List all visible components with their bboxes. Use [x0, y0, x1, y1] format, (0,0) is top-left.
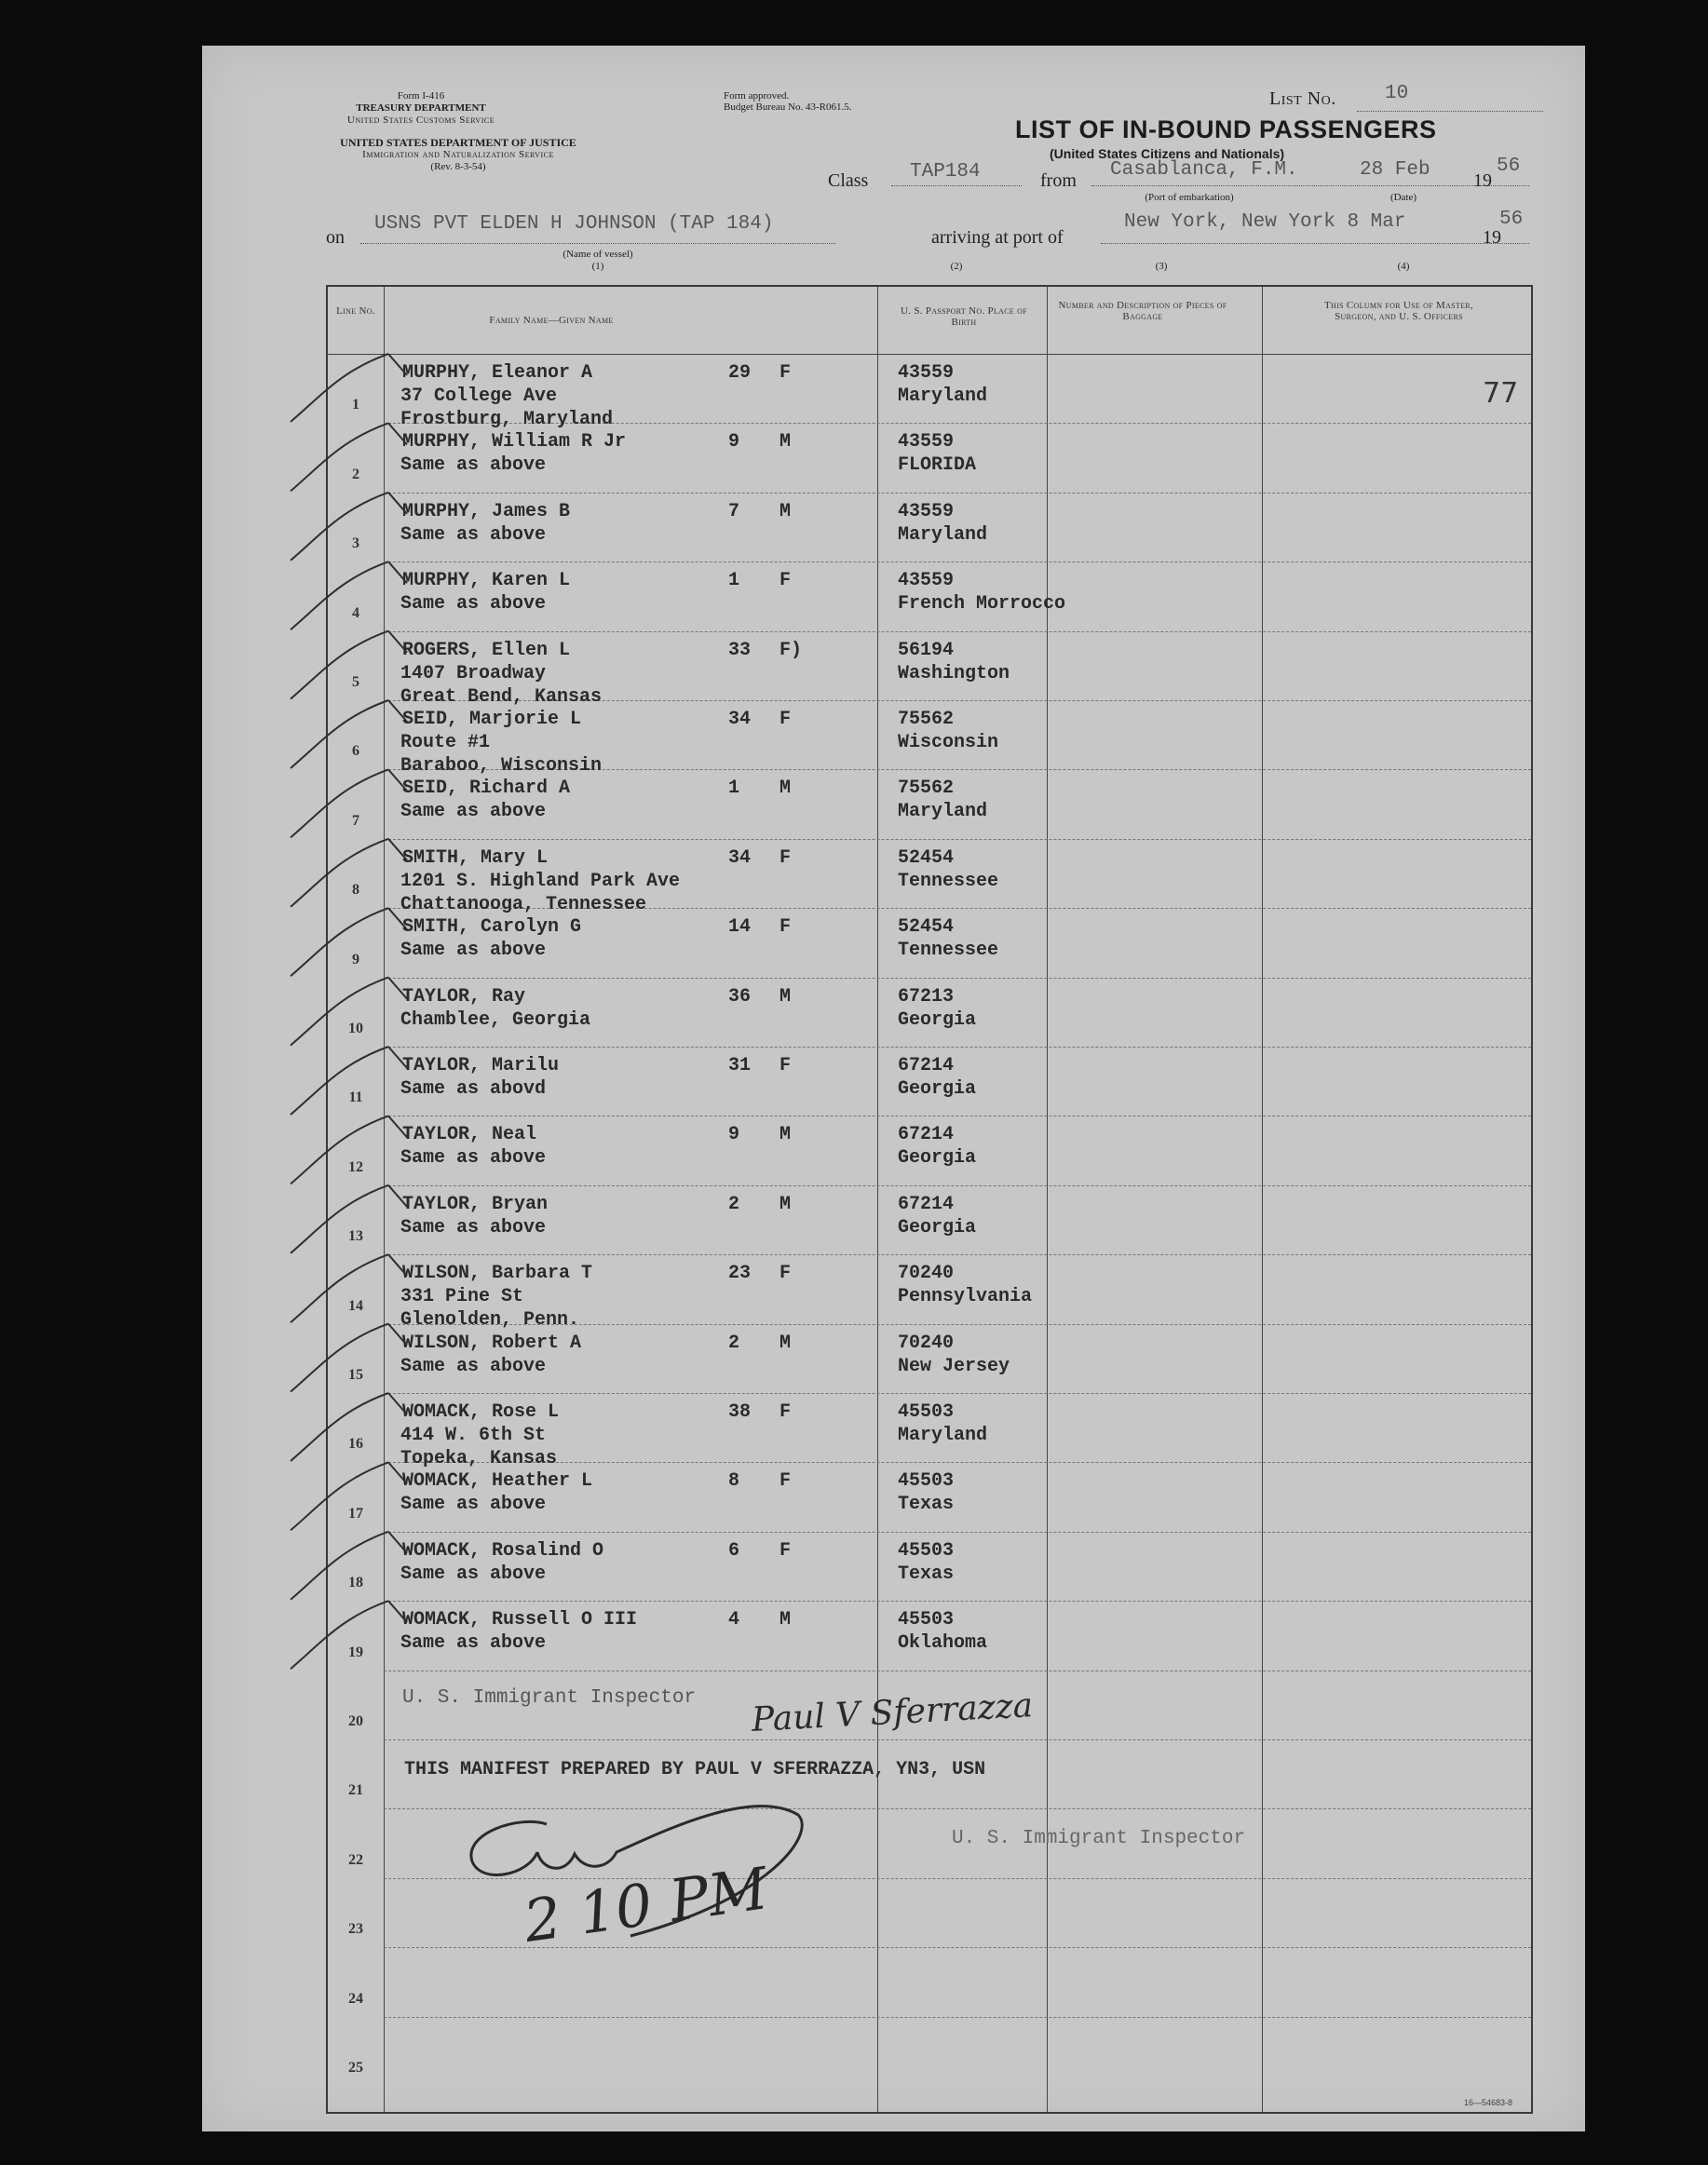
passenger-address-1: Same as above — [400, 593, 547, 616]
passenger-sex: M — [779, 985, 792, 1008]
passenger-age: 1 — [728, 778, 740, 800]
passenger-address-1: Same as above — [400, 454, 547, 477]
passenger-age: 38 — [728, 1401, 752, 1423]
check-mark — [291, 1116, 407, 1184]
class-label: Class — [828, 170, 869, 191]
passenger-age: 2 — [728, 1193, 740, 1215]
passenger-sex: M — [779, 1332, 792, 1354]
passenger-name: MURPHY, Eleanor A — [402, 362, 593, 384]
place-of-birth: Tennessee — [898, 870, 999, 892]
passport-number: 56194 — [898, 639, 955, 661]
place-of-birth: Georgia — [898, 1008, 977, 1031]
ins-label: Immigration and Naturalization Service — [362, 149, 554, 160]
vessel-caption: (Name of vessel) — [563, 249, 633, 260]
col-header-passport: U. S. Passport No. Place of Birth — [901, 305, 1027, 328]
passenger-age: 1 — [728, 570, 740, 592]
passenger-sex: F — [779, 1055, 792, 1076]
line-number: 24 — [348, 1990, 363, 2007]
treasury-label: TREASURY DEPARTMENT — [356, 102, 486, 114]
passport-number: 67213 — [898, 985, 955, 1008]
passenger-address-2: Great Bend, Kansas — [400, 685, 603, 708]
passenger-sex: F — [779, 1401, 792, 1423]
col3-caption: (3) — [1155, 261, 1168, 272]
form-number: Form I-416 — [397, 90, 445, 101]
passport-number: 67214 — [898, 1193, 955, 1215]
check-mark — [291, 1254, 407, 1322]
place-of-birth: FLORIDA — [898, 454, 977, 477]
inspector-signature: Paul V Sferrazza — [751, 1686, 1035, 1739]
passenger-name: TAYLOR, Neal — [402, 1124, 537, 1146]
passenger-name: SMITH, Mary L — [402, 846, 549, 869]
year-prefix: 19 — [1473, 170, 1492, 191]
class-value: TAP184 — [910, 161, 981, 183]
passenger-age: 29 — [728, 362, 752, 384]
passenger-name: SEID, Marjorie L — [402, 709, 582, 730]
check-mark — [291, 1532, 407, 1600]
prepared-by: THIS MANIFEST PREPARED BY PAUL V SFERRAZZA, YN3, USN — [404, 1759, 986, 1780]
line-number: 7 — [352, 812, 359, 829]
check-mark — [291, 978, 407, 1046]
passenger-address-1: 1201 S. Highland Park Ave — [400, 870, 681, 892]
passport-number: 43559 — [898, 431, 955, 453]
col-header-baggage: Number and Description of Pieces of Baggage — [1058, 300, 1227, 322]
col1-caption: (1) — [591, 261, 604, 272]
passport-number: 70240 — [898, 1263, 955, 1285]
passenger-address-1: Same as above — [400, 1632, 547, 1655]
passenger-age: 9 — [728, 431, 740, 453]
place-of-birth: Georgia — [898, 1147, 977, 1170]
form-approved: Form approved. — [724, 90, 790, 101]
line-number: 22 — [348, 1851, 363, 1868]
line-number: 21 — [348, 1782, 363, 1799]
passenger-age: 31 — [728, 1055, 752, 1076]
place-of-birth: Maryland — [898, 1425, 988, 1446]
passport-number: 43559 — [898, 500, 955, 522]
line-number: 25 — [348, 2060, 363, 2076]
passenger-age: 23 — [728, 1263, 752, 1285]
passport-number: 67214 — [898, 1124, 955, 1146]
check-mark — [291, 839, 407, 907]
place-of-birth: New Jersey — [898, 1355, 1010, 1377]
line-number: 6 — [352, 743, 359, 760]
passport-number: 67214 — [898, 1055, 955, 1076]
passenger-name: WOMACK, Russell O III — [402, 1609, 638, 1631]
line-number: 18 — [348, 1575, 363, 1591]
line-number: 8 — [352, 882, 359, 899]
justice-label: UNITED STATES DEPARTMENT OF JUSTICE — [340, 136, 576, 149]
passenger-name: TAYLOR, Marilu — [402, 1055, 560, 1076]
inspector-label-2: U. S. Immigrant Inspector — [952, 1828, 1246, 1849]
passenger-name: WOMACK, Rose L — [402, 1401, 560, 1423]
passport-number: 45503 — [898, 1401, 955, 1423]
official-mark: 77 — [1483, 377, 1519, 410]
line-number: 20 — [348, 1713, 363, 1729]
line-number: 1 — [352, 397, 359, 413]
budget-bureau: Budget Bureau No. 43-R061.5. — [724, 101, 852, 113]
from-value: Casablanca, F.M. — [1110, 159, 1298, 181]
col-header-name: Family Name—Given Name — [489, 315, 614, 326]
list-no-value: 10 — [1385, 83, 1409, 104]
arrival-year-prefix: 19 — [1483, 227, 1501, 248]
passenger-name: TAYLOR, Ray — [402, 985, 526, 1008]
place-of-birth: Texas — [898, 1563, 955, 1585]
place-of-birth: Washington — [898, 662, 1010, 684]
passenger-age: 36 — [728, 985, 752, 1008]
line-number: 10 — [348, 1021, 363, 1036]
date-caption: (Date) — [1389, 192, 1417, 203]
check-mark — [291, 354, 407, 422]
passenger-age: 9 — [728, 1124, 740, 1146]
check-mark — [291, 1462, 407, 1530]
passenger-address-1: Same as above — [400, 940, 547, 962]
place-of-birth: Maryland — [898, 386, 988, 407]
col-header-line-no: Line No. — [336, 305, 375, 317]
passport-number: 75562 — [898, 778, 955, 800]
passenger-sex: F) — [779, 639, 803, 661]
line-number: 9 — [352, 951, 359, 967]
check-mark — [291, 493, 407, 561]
year-value: 56 — [1497, 156, 1521, 177]
passenger-name: SEID, Richard A — [402, 778, 571, 800]
print-code: 16—54683-8 — [1464, 2098, 1513, 2107]
passenger-name: WOMACK, Heather L — [402, 1470, 593, 1493]
place-of-birth: Oklahoma — [898, 1632, 988, 1655]
passenger-sex: F — [779, 362, 792, 384]
passenger-address-1: Same as above — [400, 801, 547, 823]
line-number: 5 — [352, 674, 359, 690]
customs-label: United States Customs Service — [346, 115, 495, 126]
passenger-address-1: Same as above — [400, 1355, 547, 1377]
passenger-age: 34 — [728, 709, 752, 730]
arrival-port: New York, New York 8 Mar — [1124, 211, 1406, 233]
passenger-age: 6 — [728, 1539, 740, 1562]
line-number: 19 — [348, 1644, 363, 1660]
line-number: 3 — [352, 535, 359, 552]
line-number: 14 — [348, 1297, 363, 1314]
line-number: 4 — [352, 604, 359, 621]
passport-number: 75562 — [898, 709, 955, 730]
place-of-birth: French Morrocco — [898, 593, 1066, 616]
form-title: LIST OF IN-BOUND PASSENGERS — [1015, 115, 1437, 143]
passenger-name: WILSON, Barbara T — [402, 1263, 593, 1285]
passenger-age: 7 — [728, 500, 740, 522]
passenger-age: 2 — [728, 1332, 740, 1354]
check-mark — [291, 1324, 407, 1392]
passenger-sex: M — [779, 1193, 792, 1215]
passenger-age: 8 — [728, 1470, 740, 1493]
passport-number: 52454 — [898, 846, 955, 869]
passenger-name: MURPHY, Karen L — [402, 570, 571, 592]
passenger-sex: M — [779, 778, 792, 800]
passenger-address-2: Glenolden, Penn. — [400, 1309, 580, 1332]
passenger-name: SMITH, Carolyn G — [402, 916, 582, 939]
passenger-age: 14 — [728, 916, 752, 939]
passenger-address-2: Topeka, Kansas — [400, 1448, 558, 1469]
passport-number: 70240 — [898, 1332, 955, 1354]
line-number: 23 — [348, 1921, 363, 1938]
col-header-officers: This Column for Use of Master, Surgeon, and U. S. Officers — [1324, 300, 1473, 322]
passenger-age: 4 — [728, 1609, 740, 1631]
line-number: 17 — [348, 1505, 363, 1522]
passenger-address-1: Same as abovd — [400, 1078, 547, 1100]
passenger-name: TAYLOR, Bryan — [402, 1193, 549, 1215]
form-subtitle: (United States Citizens and Nationals) — [1050, 146, 1285, 161]
check-mark — [291, 908, 407, 976]
passport-number: 43559 — [898, 570, 955, 592]
passenger-sex: M — [779, 431, 792, 453]
passenger-sex: M — [779, 500, 792, 522]
inspector-label-1: U. S. Immigrant Inspector — [402, 1687, 697, 1709]
place-of-birth: Wisconsin — [898, 732, 999, 753]
vessel-name: USNS PVT ELDEN H JOHNSON (TAP 184) — [374, 213, 774, 235]
check-mark — [291, 562, 407, 629]
check-mark — [291, 769, 407, 837]
check-mark — [291, 700, 407, 768]
passenger-address-1: 37 College Ave — [400, 386, 558, 407]
place-of-birth: Georgia — [898, 1216, 977, 1238]
passenger-sex: F — [779, 846, 792, 869]
place-of-birth: Texas — [898, 1494, 955, 1516]
passport-number: 52454 — [898, 916, 955, 939]
handwritten-time: 2 10 PM — [520, 1854, 772, 1955]
passenger-age: 33 — [728, 639, 752, 661]
place-of-birth: Maryland — [898, 801, 988, 823]
passenger-address-1: 1407 Broadway — [400, 662, 547, 684]
place-of-birth: Maryland — [898, 523, 988, 546]
passenger-sex: M — [779, 1124, 792, 1146]
passenger-sex: F — [779, 1539, 792, 1562]
passenger-address-1: Same as above — [400, 1216, 547, 1238]
list-no-label: List No. — [1269, 88, 1336, 109]
place-of-birth: Pennsylvania — [898, 1286, 1033, 1308]
port-caption: (Port of embarkation) — [1145, 192, 1234, 203]
check-mark — [291, 631, 407, 699]
date-value: 28 Feb — [1360, 159, 1430, 181]
passenger-name: WILSON, Robert A — [402, 1332, 582, 1354]
place-of-birth: Georgia — [898, 1078, 977, 1100]
passport-number: 43559 — [898, 362, 955, 384]
col2-caption: (2) — [950, 261, 963, 272]
passenger-name: WOMACK, Rosalind O — [402, 1539, 604, 1562]
passenger-address-2: Baraboo, Wisconsin — [400, 755, 603, 777]
passenger-sex: F — [779, 1470, 792, 1493]
passenger-address-1: Chamblee, Georgia — [400, 1008, 591, 1031]
arriving-label: arriving at port of — [931, 227, 1064, 248]
col4-caption: (4) — [1397, 261, 1410, 272]
passenger-sex: M — [779, 1609, 792, 1631]
form-sheet — [202, 46, 1585, 2131]
arrival-year: 56 — [1499, 209, 1524, 230]
passport-number: 45503 — [898, 1470, 955, 1493]
check-mark — [291, 1185, 407, 1253]
passenger-age: 34 — [728, 846, 752, 869]
passenger-address-1: Same as above — [400, 1563, 547, 1585]
passenger-address-1: 414 W. 6th St — [400, 1425, 547, 1446]
passenger-name: ROGERS, Ellen L — [402, 639, 571, 661]
check-mark — [291, 1393, 407, 1461]
passenger-address-1: Route #1 — [400, 732, 491, 753]
passenger-sex: F — [779, 709, 792, 730]
passenger-address-1: Same as above — [400, 1494, 547, 1516]
passenger-name: MURPHY, James B — [402, 500, 571, 522]
place-of-birth: Tennessee — [898, 940, 999, 962]
from-label: from — [1040, 170, 1077, 191]
check-mark — [291, 1047, 407, 1115]
passenger-name: MURPHY, William R Jr — [402, 431, 627, 453]
line-number: 12 — [348, 1158, 363, 1175]
line-number: 13 — [348, 1228, 363, 1245]
on-label: on — [326, 227, 345, 248]
passenger-sex: F — [779, 1263, 792, 1285]
passenger-address-1: 331 Pine St — [400, 1286, 524, 1308]
line-number: 15 — [348, 1367, 363, 1383]
passport-number: 45503 — [898, 1609, 955, 1631]
passport-number: 45503 — [898, 1539, 955, 1562]
line-number: 2 — [352, 466, 359, 482]
passenger-address-1: Same as above — [400, 1147, 547, 1170]
line-number: 11 — [348, 1089, 363, 1106]
passenger-address-2: Frostburg, Maryland — [400, 409, 614, 430]
passenger-sex: F — [779, 916, 792, 939]
line-number: 16 — [348, 1436, 363, 1453]
passenger-address-2: Chattanooga, Tennessee — [400, 893, 647, 915]
passenger-address-1: Same as above — [400, 523, 547, 546]
revision-label: (Rev. 8-3-54) — [430, 161, 486, 172]
check-mark — [291, 423, 407, 491]
check-mark — [291, 1601, 407, 1669]
passenger-sex: F — [779, 570, 792, 592]
